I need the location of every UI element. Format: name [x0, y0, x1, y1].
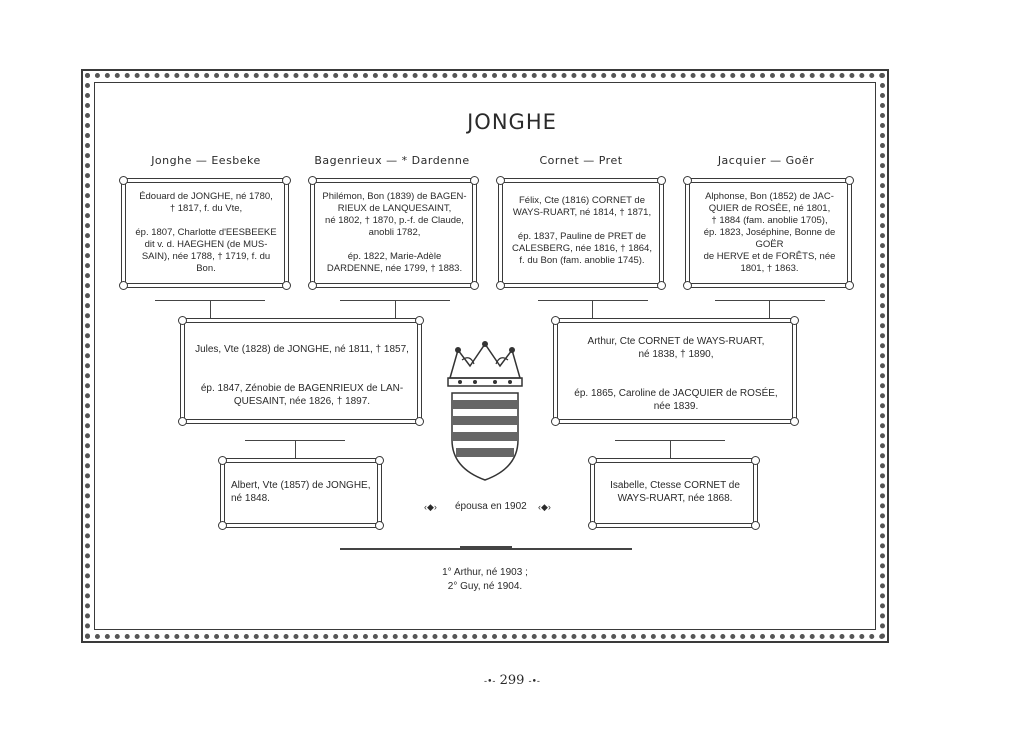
child-line-2: 2° Guy, né 1904.: [447, 581, 523, 592]
ancestor-text-bagenrieux: Philémon, Bon (1839) de BAGEN- RIEUX de LANQUESAINT, né 1802, † 1870, p.-f. de Claude, anobli 1782, ép. 1822, Marie-Adèle DARDENNE, née 1799, † 1883.: [322, 191, 467, 274]
column-head-jonghe-eesbeke: Jonghe — Eesbeke: [151, 154, 261, 167]
connector-tick: [592, 300, 593, 318]
connector-tick: [295, 440, 296, 458]
ancestor-text-cornet-pret: Félix, Cte (1816) CORNET de WAYS-RUART, né 1814, † 1871, ép. 1837, Pauline de PRET de CALESBERG, née 1816, † 1864, f. du Bon (fam. anoblie 1745).: [512, 195, 652, 266]
page-number-value: 299: [499, 673, 525, 688]
child-text-isabelle: Isabelle, Ctesse CORNET de WAYS-RUART, née 1868.: [610, 480, 740, 504]
child-box-albert: [220, 458, 382, 528]
connector-tick: [210, 300, 211, 318]
child-text-albert: Albert, Vte (1857) de JONGHE, né 1848.: [231, 480, 371, 504]
marriage-ornament-left: ‹◆›: [424, 502, 437, 512]
column-head-bagenrieux-dardenne: Bagenrieux — * Dardenne: [314, 154, 470, 167]
parent-box-arthur: [553, 318, 797, 424]
ancestor-text-jacquier: Alphonse, Bon (1852) de JAC- QUIER de ROSÉE, né 1801, † 1884 (fam. anoblie 1705), ép. 1823, Joséphine, Bonne de GOËR de HERVE et de FORÊTS, née 1801, † 1863.: [703, 191, 836, 274]
ancestor-box-cornet-pret: [498, 178, 664, 288]
ancestor-text-eesbeke: Édouard de JONGHE, né 1780, † 1817, f. du Vte, ép. 1807, Charlotte d'EESBEEKE dit v. d. HAEGHEN (de MUS- SAIN), née 1788, † 1719, f. du Bon.: [135, 191, 277, 274]
marriage-text: épousa en 1902: [455, 501, 527, 512]
ancestor-box-bagenrieux: [310, 178, 477, 288]
column-head-cornet-pret: Cornet — Pret: [539, 154, 623, 167]
child-box-isabelle: [590, 458, 758, 528]
connector-tick: [670, 440, 671, 458]
ancestor-box-eesbeke: [121, 178, 289, 288]
parent-box-jules: [180, 318, 422, 424]
page-number: -•- 299 -•-: [484, 673, 540, 688]
marriage-ornament-right: ‹◆›: [538, 502, 551, 512]
ancestor-box-jacquier: [685, 178, 852, 288]
child-line-1: 1° Arthur, né 1903 ;: [442, 567, 528, 578]
divider-line: [340, 548, 632, 550]
connector-line: [715, 300, 825, 301]
connector-tick: [395, 300, 396, 318]
connector-tick: [769, 300, 770, 318]
page-title: JONGHE: [467, 110, 557, 134]
parent-text-jules: Jules, Vte (1828) de JONGHE, né 1811, † 1857, ép. 1847, Zénobie de BAGENRIEUX de LAN- QUESAINT, née 1826, † 1897.: [195, 344, 409, 407]
parent-text-arthur: Arthur, Cte CORNET de WAYS-RUART, né 1838, † 1890, ép. 1865, Caroline de JACQUIER de ROSÉE, née 1839.: [574, 336, 778, 412]
connector-line: [538, 300, 648, 301]
divider-swell: [460, 546, 512, 548]
column-head-jacquier-goer: Jacquier — Goër: [717, 154, 815, 167]
coat-of-arms-icon: [440, 340, 530, 485]
